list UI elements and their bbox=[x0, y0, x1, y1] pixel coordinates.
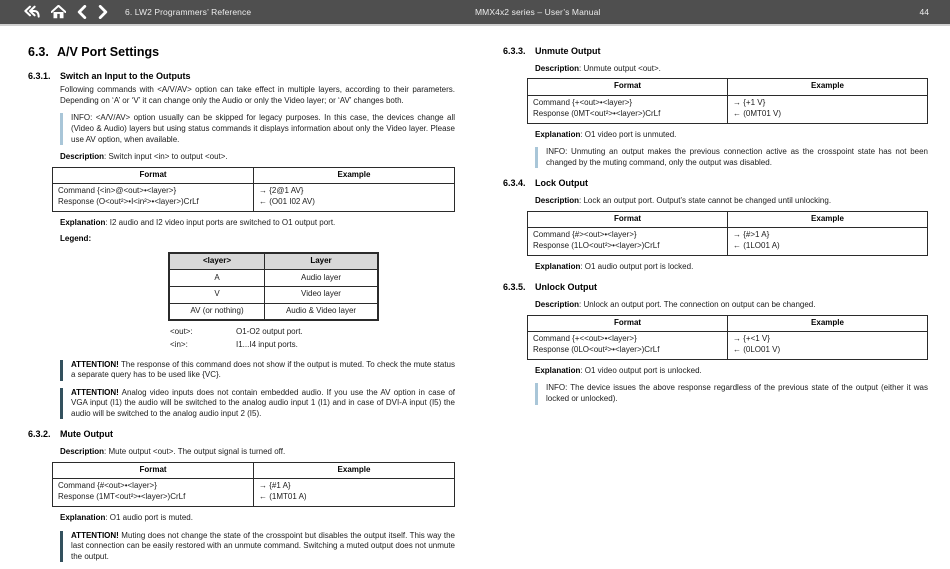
description-text: : Mute output <out>. The output signal is turned off. bbox=[104, 447, 286, 457]
legend-header-layer-param: <layer> bbox=[169, 253, 265, 270]
example-column-header: Example bbox=[254, 167, 455, 184]
viewer-toolbar bbox=[0, 0, 950, 26]
home-button[interactable] bbox=[49, 4, 68, 20]
format-example-table bbox=[52, 462, 455, 507]
legend-header-layer: Layer bbox=[265, 253, 379, 270]
legend-definition: I1...I4 input ports. bbox=[236, 340, 298, 350]
explanation-label: Explanation bbox=[535, 365, 581, 375]
section-heading-63 bbox=[28, 44, 455, 61]
response-example: ← (1LO01 A) bbox=[733, 240, 780, 250]
response-example: ← (0LO01 V) bbox=[733, 345, 781, 355]
response-format: Response (0LO<out²>•<layer>)CrLf bbox=[533, 345, 660, 355]
explanation-label: Explanation bbox=[60, 217, 106, 227]
attention-note: ATTENTION! Muting does not change the state of the crosspoint but disables the output itself. This way the last connection can be easily restored with an unmute command. Switching a muted output does not unmute the output. bbox=[60, 531, 455, 563]
info-note: INFO: The device issues the above response regardless of the previous state of the output (either it was locked or unlocked). bbox=[535, 383, 928, 404]
info-note: INFO: <A/V/AV> option usually can be skipped for legacy purposes. In this case, the devices change all (Video & Audio) layers but using status commands it displays information about only the Video layer. Please use AV option, when available. bbox=[60, 113, 455, 145]
format-cell bbox=[53, 479, 254, 507]
legend-cell: V bbox=[169, 286, 265, 303]
section-number: 6.3.4. bbox=[503, 178, 526, 189]
description-text: : Unlock an output port. The connection on output can be changed. bbox=[579, 300, 816, 310]
format-cell bbox=[528, 332, 728, 360]
format-cell bbox=[528, 95, 728, 123]
example-column-header: Example bbox=[254, 462, 455, 479]
description-label: Description bbox=[60, 447, 105, 457]
command-format: Command {#><out>•<layer>} bbox=[533, 230, 637, 240]
table-row bbox=[169, 286, 378, 303]
chevron-right-icon bbox=[98, 5, 108, 19]
explanation-text: : O1 audio output port is locked. bbox=[580, 261, 694, 271]
section-title: Lock Output bbox=[535, 178, 588, 189]
legend-cell: Video layer bbox=[265, 286, 379, 303]
example-cell bbox=[254, 184, 455, 212]
description-text: : Unmute output <out>. bbox=[579, 63, 661, 73]
explanation-text: : I2 audio and I2 video input ports are switched to O1 output port. bbox=[105, 217, 336, 227]
description-label: Description bbox=[535, 63, 580, 73]
command-example: → {+<1 V} bbox=[733, 334, 770, 344]
format-cell bbox=[528, 228, 728, 256]
arrow-left: ← bbox=[733, 108, 741, 118]
format-column-header: Format bbox=[528, 211, 728, 228]
format-example-table bbox=[527, 211, 928, 256]
legend-cell: AV (or nothing) bbox=[169, 303, 265, 320]
section-title: A/V Port Settings bbox=[57, 45, 160, 59]
example-column-header: Example bbox=[728, 211, 928, 228]
section-title: Unlock Output bbox=[535, 282, 597, 293]
table-row bbox=[53, 479, 455, 507]
paragraph: Following commands with <A/V/AV> option can take effect in multiple layers, according to their parameters. Depending on ‘A’ or ‘V’ it can change only the Audio or only the Video layer; or ‘AV’ changes both. bbox=[60, 85, 455, 105]
format-cell bbox=[53, 184, 254, 212]
command-example: → {+1 V} bbox=[733, 97, 766, 107]
section-number: 6.3.5. bbox=[503, 282, 526, 293]
response-example: ← (1MT01 A) bbox=[259, 492, 307, 502]
command-format: Command {+<out>•<layer>} bbox=[533, 97, 633, 107]
format-example-table bbox=[52, 167, 455, 212]
table-row bbox=[528, 228, 928, 256]
description-line bbox=[60, 447, 455, 458]
section-number: 6.3. bbox=[28, 45, 49, 59]
explanation-line bbox=[60, 218, 455, 229]
table-row bbox=[528, 332, 928, 360]
list-item bbox=[170, 340, 455, 351]
arrow-left: ← bbox=[733, 345, 741, 355]
table-row bbox=[169, 270, 378, 287]
home-icon bbox=[51, 5, 66, 19]
table-row bbox=[53, 184, 455, 212]
section-634 bbox=[503, 178, 928, 272]
format-column-header: Format bbox=[53, 167, 254, 184]
section-heading bbox=[28, 71, 455, 83]
description-line bbox=[535, 300, 928, 311]
explanation-label: Explanation bbox=[535, 261, 581, 271]
description-label: Description bbox=[60, 152, 105, 162]
section-632 bbox=[28, 429, 455, 562]
response-format: Response (O<out²>•I<in²>•<layer>)CrLf bbox=[58, 197, 199, 206]
command-format: Command {+<<out>•<layer>} bbox=[533, 334, 637, 344]
description-label: Description bbox=[535, 300, 580, 310]
section-heading bbox=[503, 178, 928, 190]
left-column bbox=[28, 44, 455, 569]
arrow-left: ← bbox=[259, 197, 267, 206]
reply-all-icon bbox=[24, 5, 40, 19]
legend-label: Legend: bbox=[60, 234, 92, 244]
right-column bbox=[503, 46, 928, 412]
explanation-label: Explanation bbox=[535, 129, 581, 139]
info-note: INFO: Unmuting an output makes the previous connection active as the crosspoint state has not been changed by the muting command, only the output was disabled. bbox=[535, 147, 928, 168]
example-cell bbox=[728, 95, 928, 123]
nav-button-group bbox=[22, 4, 110, 20]
section-number: 6.3.1. bbox=[28, 70, 51, 81]
explanation-text: : O1 audio port is muted. bbox=[105, 512, 193, 522]
format-example-table bbox=[527, 78, 928, 123]
explanation-label: Explanation bbox=[60, 512, 106, 522]
section-heading bbox=[28, 429, 455, 441]
command-example: → {#>1 A} bbox=[733, 230, 770, 240]
description-text: : Lock an output port. Output’s state cannot be changed until unlocking. bbox=[579, 196, 832, 206]
format-column-header: Format bbox=[528, 315, 728, 332]
legend-term-list bbox=[170, 327, 455, 351]
prev-page-button[interactable] bbox=[75, 4, 89, 20]
arrow-left: ← bbox=[733, 240, 741, 250]
format-example-table bbox=[527, 315, 928, 360]
section-number: 6.3.3. bbox=[503, 46, 526, 56]
response-format: Response (0MT<out²>•<layer>)CrLf bbox=[533, 108, 661, 118]
section-heading bbox=[503, 46, 928, 58]
page-number: 44 bbox=[919, 7, 929, 17]
section-title: Switch an Input to the Outputs bbox=[60, 70, 191, 81]
section-635 bbox=[503, 282, 928, 404]
description-text: : Switch input <in> to output <out>. bbox=[104, 152, 228, 162]
response-format: Response (1MT<out²>•<layer>)CrLf bbox=[58, 492, 186, 502]
legend-term: <in>: bbox=[170, 340, 188, 350]
legend-cell: Audio layer bbox=[265, 270, 379, 287]
arrow-right: → bbox=[259, 481, 267, 491]
section-title: Mute Output bbox=[60, 429, 113, 440]
table-row bbox=[169, 303, 378, 320]
table-row bbox=[528, 95, 928, 123]
description-line bbox=[60, 152, 455, 163]
arrow-right: → bbox=[733, 230, 741, 240]
section-heading bbox=[503, 282, 928, 294]
explanation-line bbox=[535, 366, 928, 377]
arrow-right: → bbox=[733, 334, 741, 344]
next-page-button[interactable] bbox=[96, 4, 110, 20]
legend-table bbox=[168, 252, 379, 321]
explanation-line bbox=[535, 130, 928, 141]
format-column-header: Format bbox=[528, 79, 728, 96]
list-item bbox=[170, 327, 455, 338]
explanation-text: : O1 video port is unmuted. bbox=[580, 129, 677, 139]
format-column-header: Format bbox=[53, 462, 254, 479]
example-cell bbox=[728, 332, 928, 360]
legend-cell: A bbox=[169, 270, 265, 287]
section-633 bbox=[503, 46, 928, 168]
section-title: Unmute Output bbox=[535, 46, 601, 56]
attention-label: ATTENTION! bbox=[71, 530, 119, 540]
command-example: → {#1 A} bbox=[259, 481, 291, 491]
section-number: 6.3.2. bbox=[28, 429, 51, 440]
command-example: → {2@1 AV} bbox=[259, 186, 304, 196]
description-line bbox=[535, 196, 928, 207]
legend-term: <out>: bbox=[170, 327, 193, 337]
response-format: Response (1LO<out²>•<layer>)CrLf bbox=[533, 240, 660, 250]
manual-title: MMX4x2 series – User’s Manual bbox=[475, 7, 601, 17]
arrow-left: ← bbox=[259, 492, 267, 502]
arrow-right: → bbox=[733, 97, 741, 107]
explanation-text: : O1 video output port is unlocked. bbox=[580, 365, 702, 375]
legend-cell: Audio & Video layer bbox=[265, 303, 379, 320]
section-631 bbox=[28, 71, 455, 420]
attention-note: ATTENTION! The response of this command does not show if the output is muted. To check the mute status a separate query has to be used like {VC}. bbox=[60, 360, 455, 381]
arrow-right: → bbox=[259, 186, 267, 196]
explanation-line bbox=[60, 513, 455, 524]
chapter-title: 6. LW2 Programmers’ Reference bbox=[125, 7, 252, 17]
example-cell bbox=[728, 228, 928, 256]
command-format: Command {<in>@<out>•<layer>} bbox=[58, 186, 177, 196]
chevron-left-icon bbox=[77, 5, 87, 19]
attention-note: ATTENTION! Analog video inputs does not contain embedded audio. If you use the AV option in case of VGA input (I1) the audio will be switched to the analog audio input 1 (I1) and in case of DVI-A input (I5) the audio will be switched to the analog audio input 2 (I5). bbox=[60, 388, 455, 420]
description-label: Description bbox=[535, 196, 580, 206]
explanation-line bbox=[535, 262, 928, 273]
response-example: ← (O01 I02 AV) bbox=[259, 197, 315, 206]
attention-label: ATTENTION! bbox=[71, 359, 119, 369]
description-line bbox=[535, 64, 928, 75]
back-button[interactable] bbox=[22, 4, 42, 20]
response-example: ← (0MT01 V) bbox=[733, 108, 782, 118]
legend-definition: O1-O2 output port. bbox=[236, 327, 303, 337]
attention-label: ATTENTION! bbox=[71, 387, 119, 397]
example-column-header: Example bbox=[728, 315, 928, 332]
example-column-header: Example bbox=[728, 79, 928, 96]
command-format: Command {#<out>•<layer>} bbox=[58, 481, 157, 491]
example-cell bbox=[254, 479, 455, 507]
